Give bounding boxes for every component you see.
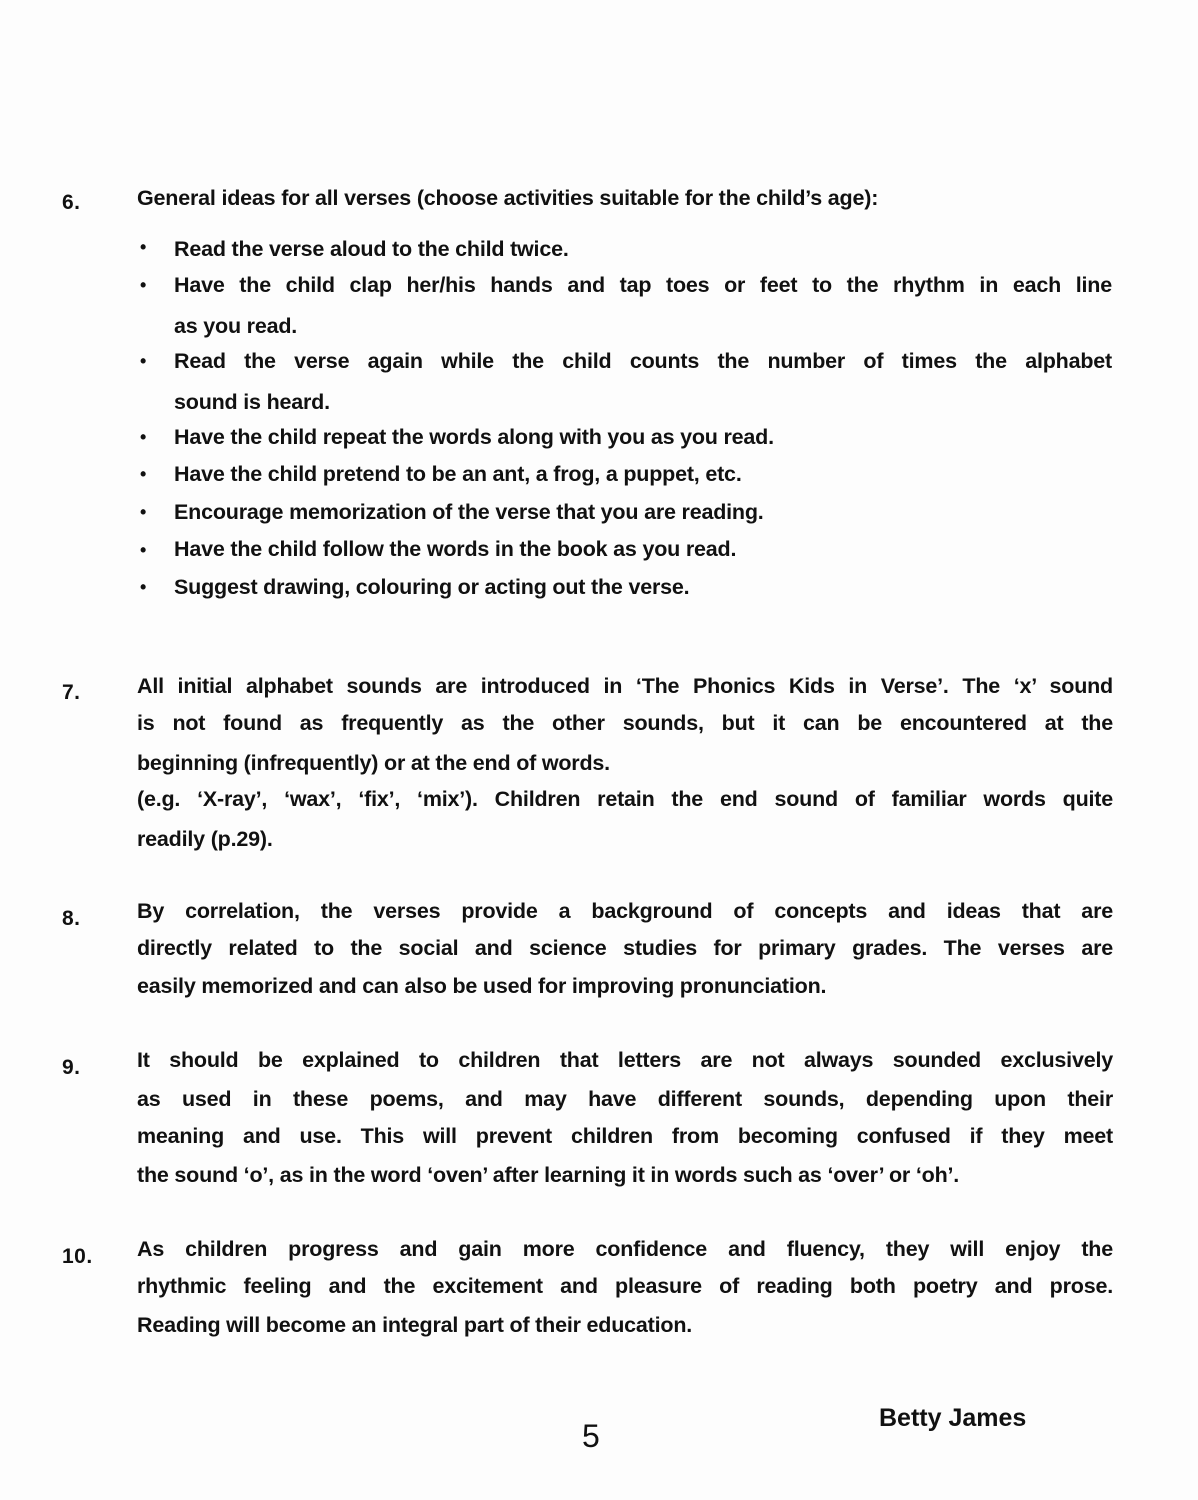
item-text-line: directly related to the social and science studies for primary grades. The verses are — [137, 936, 1113, 960]
item-text-line: Reading will become an integral part of their education. — [137, 1313, 693, 1337]
item-text-line: meaning and use. This will prevent children from becoming confused if they meet — [137, 1124, 1113, 1148]
item-text-line: readily (p.29). — [137, 827, 273, 851]
bullet-text-line: Have the child pretend to be an ant, a frog, a puppet, etc. — [174, 462, 742, 486]
bullet-icon: • — [140, 237, 147, 257]
item-text-line: (e.g. ‘X-ray’, ‘wax’, ‘fix’, ‘mix’). Children retain the end sound of familiar words quite — [137, 787, 1113, 811]
author-signature: Betty James — [879, 1404, 1027, 1432]
item-text-line: All initial alphabet sounds are introduced in ‘The Phonics Kids in Verse’. The ‘x’ sound — [137, 674, 1113, 698]
bullet-icon: • — [140, 577, 147, 597]
bullet-icon: • — [140, 540, 147, 560]
item-number: 10. — [62, 1245, 93, 1268]
bullet-icon: • — [140, 275, 147, 295]
item-text-line: General ideas for all verses (choose activities suitable for the child’s age): — [137, 186, 879, 210]
item-text-line: It should be explained to children that letters are not always sounded exclusively — [137, 1048, 1113, 1072]
bullet-text-line: Read the verse again while the child counts the number of times the alphabet — [174, 349, 1112, 373]
bullet-text-line: Suggest drawing, colouring or acting out the verse. — [174, 575, 690, 599]
bullet-text-line: Have the child repeat the words along with you as you read. — [174, 425, 774, 449]
item-text-line: easily memorized and can also be used for improving pronunciation. — [137, 974, 827, 998]
item-text-line: As children progress and gain more confidence and fluency, they will enjoy the — [137, 1237, 1113, 1261]
item-number: 9. — [62, 1056, 81, 1079]
item-text-line: is not found as frequently as the other sounds, but it can be encountered at the — [137, 711, 1113, 735]
item-text-line: the sound ‘o’, as in the word ‘oven’ after learning it in words such as ‘over’ or ‘oh’. — [137, 1163, 960, 1187]
item-text-line: as used in these poems, and may have different sounds, depending upon their — [137, 1087, 1113, 1111]
item-number: 6. — [62, 191, 81, 214]
bullet-text-line: Have the child clap her/his hands and tap toes or feet to the rhythm in each line — [174, 273, 1112, 297]
page-number: 5 — [582, 1418, 600, 1454]
item-number: 8. — [62, 907, 81, 930]
bullet-icon: • — [140, 427, 147, 447]
item-text-line: By correlation, the verses provide a background of concepts and ideas that are — [137, 899, 1113, 923]
bullet-icon: • — [140, 502, 147, 522]
bullet-icon: • — [140, 351, 147, 371]
bullet-text-line: Encourage memorization of the verse that you are reading. — [174, 500, 764, 524]
bullet-text-line: Have the child follow the words in the book as you read. — [174, 537, 737, 561]
bullet-icon: • — [140, 464, 147, 484]
bullet-text-line: Read the verse aloud to the child twice. — [174, 237, 569, 261]
bullet-text-line: as you read. — [174, 314, 298, 338]
item-number: 7. — [62, 681, 81, 704]
bullet-text-line: sound is heard. — [174, 390, 330, 414]
item-text-line: rhythmic feeling and the excitement and pleasure of reading both poetry and prose. — [137, 1274, 1113, 1298]
item-text-line: beginning (infrequently) or at the end of words. — [137, 751, 610, 775]
